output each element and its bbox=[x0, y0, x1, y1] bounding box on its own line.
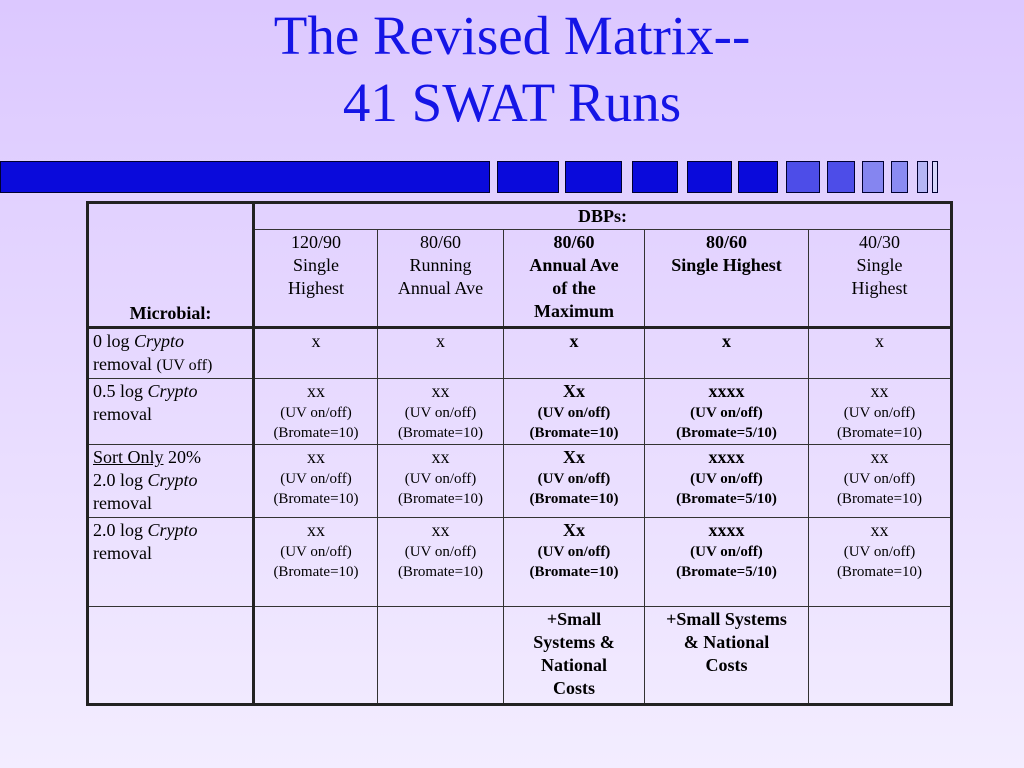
column-header bbox=[645, 230, 809, 328]
matrix-cell bbox=[645, 445, 809, 518]
cell-main: xx bbox=[307, 520, 325, 540]
cell-bromate: (Bromate=5/10) bbox=[676, 425, 777, 441]
row-label-note: (UV off) bbox=[156, 357, 213, 374]
bar-block bbox=[687, 161, 732, 193]
bar-block bbox=[917, 161, 928, 193]
column-header bbox=[809, 230, 952, 328]
cell-uv: (UV on/off) bbox=[843, 544, 916, 560]
footer-note-line: Costs bbox=[552, 678, 595, 698]
footer-empty-cell bbox=[254, 607, 378, 705]
cell-uv: (UV on/off) bbox=[537, 544, 611, 560]
bar-block bbox=[932, 161, 938, 193]
row-label bbox=[88, 379, 254, 445]
cell-main: xxxx bbox=[708, 520, 745, 540]
cell-bromate: (Bromate=10) bbox=[397, 491, 484, 507]
row-label bbox=[88, 445, 254, 518]
footer-note-cell bbox=[645, 607, 809, 705]
bar-block bbox=[0, 161, 490, 193]
matrix-cell: x bbox=[645, 328, 809, 379]
footer-note-line: National bbox=[540, 655, 607, 675]
footer-note-line: Costs bbox=[705, 655, 748, 675]
column-header-line: of the bbox=[552, 278, 596, 298]
matrix-cell bbox=[809, 518, 952, 607]
row-label-text: 2.0 log bbox=[93, 470, 148, 490]
row-label-text: 0.5 log bbox=[93, 381, 148, 401]
footer-note-line: +Small Systems bbox=[666, 609, 787, 629]
matrix-cell bbox=[504, 379, 645, 445]
dbps-label: DBPs: bbox=[578, 206, 627, 226]
cell-bromate: (Bromate=10) bbox=[273, 564, 359, 580]
cell-bromate: (Bromate=10) bbox=[529, 564, 619, 580]
title-line-1: The Revised Matrix-- bbox=[273, 5, 751, 66]
bar-block bbox=[862, 161, 884, 193]
microbial-header-cell bbox=[88, 203, 254, 328]
cell-main: xx bbox=[307, 381, 325, 401]
column-header-line: Running bbox=[409, 255, 472, 275]
column-header-line: Maximum bbox=[534, 301, 614, 321]
cell-uv: (UV on/off) bbox=[280, 544, 352, 560]
row-label-organism: Crypto bbox=[134, 331, 185, 351]
cell-bromate: (Bromate=5/10) bbox=[676, 564, 777, 580]
column-header-line: Single Highest bbox=[671, 255, 782, 275]
matrix-cell bbox=[378, 518, 504, 607]
cell-bromate: (Bromate=10) bbox=[397, 564, 484, 580]
cell-main: Xx bbox=[563, 381, 585, 401]
bar-block bbox=[632, 161, 678, 193]
cell-bromate: (Bromate=10) bbox=[836, 491, 923, 507]
cell-uv: (UV on/off) bbox=[280, 471, 352, 487]
matrix-cell: x bbox=[504, 328, 645, 379]
cell-bromate: (Bromate=10) bbox=[529, 491, 619, 507]
cell-uv: (UV on/off) bbox=[690, 544, 763, 560]
cell-main: xx bbox=[431, 520, 450, 540]
matrix-cell bbox=[378, 445, 504, 518]
cell-uv: (UV on/off) bbox=[537, 405, 611, 421]
cell-uv: (UV on/off) bbox=[404, 471, 477, 487]
footer-empty-cell bbox=[809, 607, 952, 705]
row-label-text: 20% bbox=[163, 447, 202, 467]
cell-uv: (UV on/off) bbox=[537, 471, 611, 487]
column-header-line: Annual Ave bbox=[397, 278, 484, 298]
cell-main: xx bbox=[870, 447, 889, 467]
row-label-organism: Crypto bbox=[147, 381, 198, 401]
cell-bromate: (Bromate=5/10) bbox=[676, 491, 777, 507]
cell-bromate: (Bromate=10) bbox=[836, 425, 923, 441]
cell-main: xx bbox=[870, 381, 889, 401]
row-label-text: 2.0 log bbox=[93, 520, 148, 540]
microbial-label: Microbial: bbox=[129, 303, 212, 323]
footer-note-cell bbox=[504, 607, 645, 705]
cell-main: Xx bbox=[563, 447, 585, 467]
column-header-line: Annual Ave bbox=[529, 255, 619, 275]
cell-bromate: (Bromate=10) bbox=[397, 425, 484, 441]
footer-empty-cell bbox=[88, 607, 254, 705]
column-header-line: Highest bbox=[288, 278, 344, 298]
cell-main: xxxx bbox=[708, 381, 745, 401]
footer-note-line: +Small bbox=[546, 609, 602, 629]
cell-bromate: (Bromate=10) bbox=[529, 425, 619, 441]
matrix-cell bbox=[645, 518, 809, 607]
row-label-text: removal bbox=[93, 493, 152, 513]
matrix-cell bbox=[504, 518, 645, 607]
matrix-cell bbox=[254, 518, 378, 607]
bar-block bbox=[497, 161, 559, 193]
column-header bbox=[378, 230, 504, 328]
row-label-text: 0 log bbox=[93, 331, 135, 351]
cell-uv: (UV on/off) bbox=[690, 405, 763, 421]
footer-empty-cell bbox=[378, 607, 504, 705]
row-label bbox=[88, 328, 254, 379]
dbps-header-cell bbox=[254, 203, 952, 230]
column-header-line: Highest bbox=[851, 278, 908, 298]
column-header-line: 80/60 bbox=[419, 232, 461, 252]
cell-bromate: (Bromate=10) bbox=[836, 564, 923, 580]
matrix-cell bbox=[645, 379, 809, 445]
cell-main: xx bbox=[431, 381, 450, 401]
column-header bbox=[504, 230, 645, 328]
row-label-text: removal bbox=[93, 543, 152, 563]
cell-main: xx bbox=[431, 447, 450, 467]
cell-main: xxxx bbox=[708, 447, 745, 467]
matrix-cell: x bbox=[378, 328, 504, 379]
cell-main: xx bbox=[870, 520, 889, 540]
column-header bbox=[254, 230, 378, 328]
footer-note-line: Systems & bbox=[533, 632, 615, 652]
row-label-text: removal bbox=[93, 404, 152, 424]
matrix-cell bbox=[378, 379, 504, 445]
column-header-line: 80/60 bbox=[705, 232, 747, 252]
bar-block bbox=[786, 161, 820, 193]
column-header-line: 40/30 bbox=[858, 232, 900, 252]
revised-matrix-table bbox=[86, 201, 953, 706]
matrix-cell: x bbox=[809, 328, 952, 379]
column-header-line: 120/90 bbox=[290, 232, 341, 252]
cell-bromate: (Bromate=10) bbox=[273, 425, 359, 441]
row-label-sort-only: Sort Only bbox=[93, 447, 164, 467]
cell-uv: (UV on/off) bbox=[280, 405, 352, 421]
cell-uv: (UV on/off) bbox=[404, 544, 477, 560]
matrix-cell bbox=[254, 379, 378, 445]
footer-note-line: & National bbox=[683, 632, 770, 652]
matrix-cell bbox=[809, 379, 952, 445]
matrix-cell bbox=[254, 445, 378, 518]
row-label-organism: Crypto bbox=[147, 470, 198, 490]
row-label-text: removal bbox=[93, 354, 157, 374]
column-header-line: Single bbox=[856, 255, 903, 275]
cell-main: xx bbox=[307, 447, 325, 467]
matrix-cell bbox=[809, 445, 952, 518]
column-header-line: Single bbox=[292, 255, 339, 275]
cell-bromate: (Bromate=10) bbox=[273, 491, 359, 507]
column-header-line: 80/60 bbox=[553, 232, 595, 252]
slide-title bbox=[0, 2, 1024, 136]
matrix-cell: x bbox=[254, 328, 378, 379]
bar-block bbox=[738, 161, 778, 193]
bar-block bbox=[827, 161, 855, 193]
bar-block bbox=[565, 161, 622, 193]
cell-main: Xx bbox=[563, 520, 585, 540]
cell-uv: (UV on/off) bbox=[690, 471, 763, 487]
title-line-2: 41 SWAT Runs bbox=[342, 72, 682, 133]
row-label bbox=[88, 518, 254, 607]
cell-uv: (UV on/off) bbox=[843, 405, 916, 421]
bar-block bbox=[891, 161, 908, 193]
cell-uv: (UV on/off) bbox=[404, 405, 477, 421]
cell-uv: (UV on/off) bbox=[843, 471, 916, 487]
matrix-cell bbox=[504, 445, 645, 518]
row-label-organism: Crypto bbox=[147, 520, 198, 540]
